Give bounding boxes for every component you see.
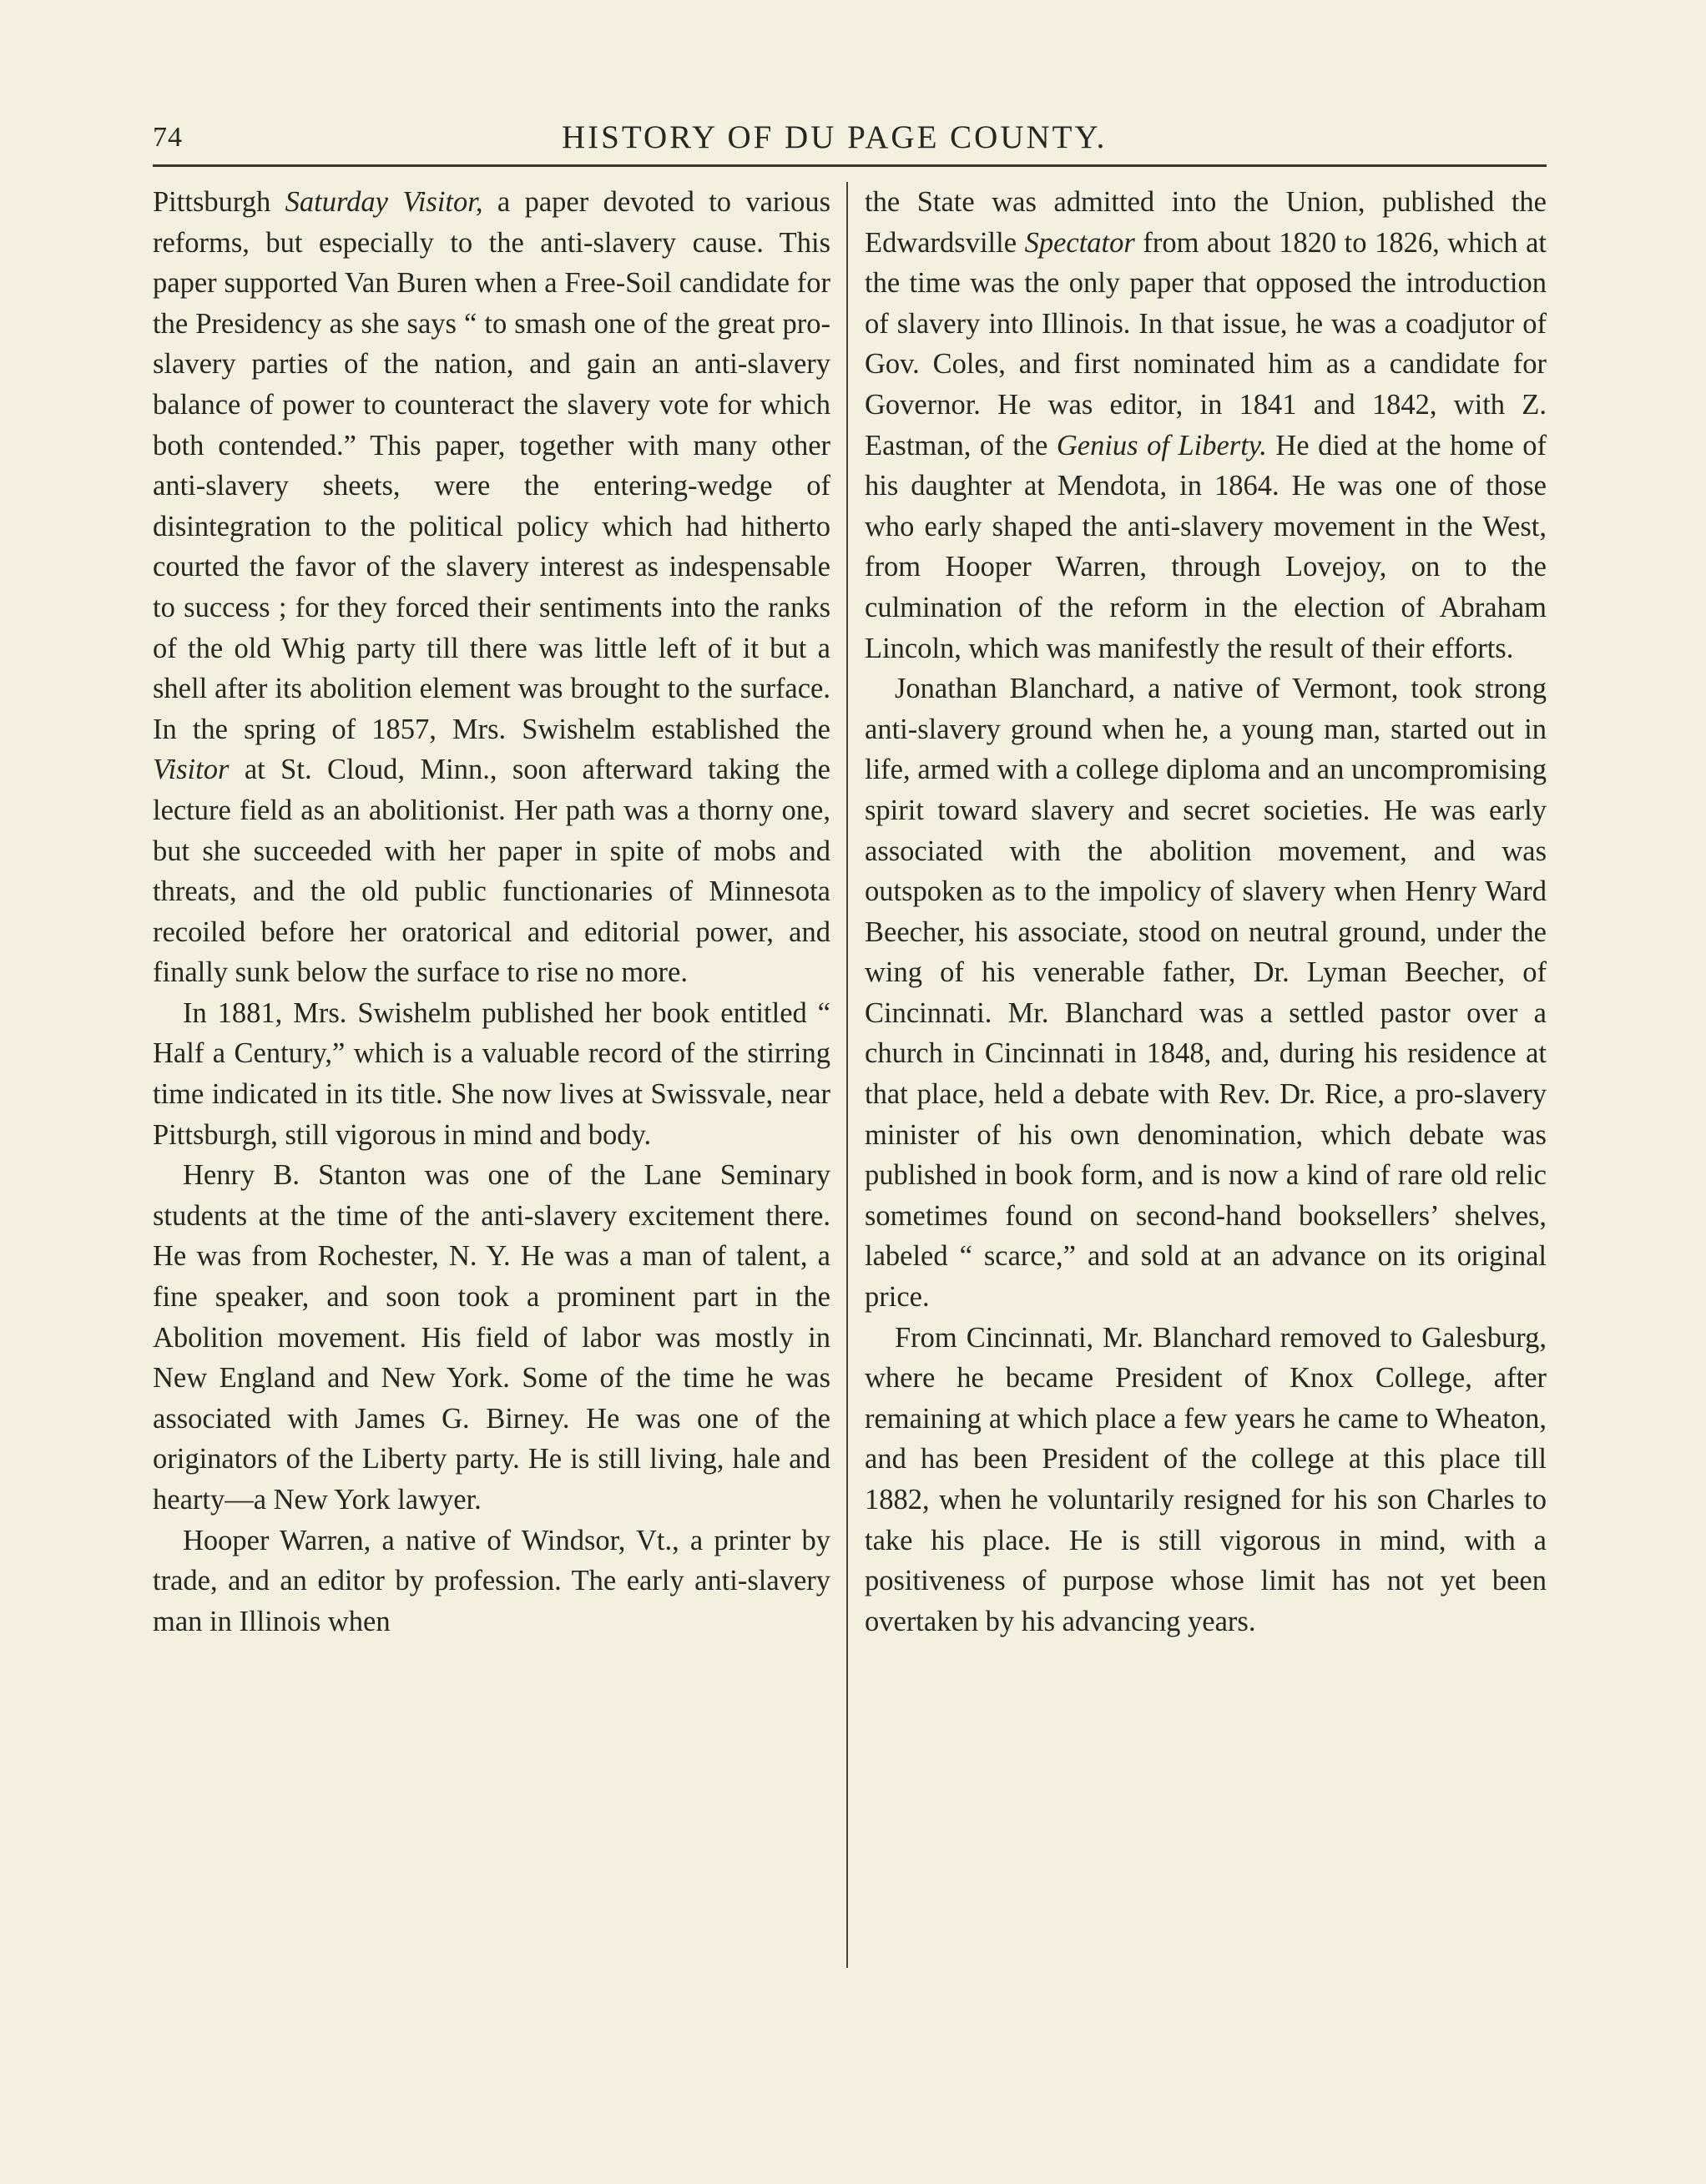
header-rule: [153, 164, 1547, 167]
text-run: a paper devoted to various reforms, but especially to the anti-slavery cause. This paper supported Van Buren when a Free-Soil candidate for the Presidency as she says “ to smash one of the great pro-slavery parties of the nation, and gain an anti-slavery balance of power to counteract the slavery vote for which both contended.” This paper, together with many other anti-slavery sheets, were the entering-wedge of disintegration to the political policy which had hitherto courted the favor of the slavery interest as indespensable to success ; for they forced their sentiments into the ranks of the old Whig party till there was little left of it but a shell after its abolition element was brought to the surface. In the spring of 1857, Mrs. Swishelm established the: [153, 186, 830, 745]
text-run: He died at the home of his daughter at Mendota, in 1864. He was one of those who early shaped the anti-slavery movement in the West, from Hooper Warren, through Lovejoy, on to the culmination of the reform in the election of Abraham Lincoln, which was manifestly the result of their efforts.: [865, 429, 1547, 664]
text-run: Pittsburgh: [153, 186, 285, 218]
italic-title: Spectator: [1024, 226, 1135, 259]
paragraph: In 1881, Mrs. Swishelm published her book entitled “ Half a Century,” which is a valuable record of the stirring time indicated in its title. She now lives at Swissvale, near Pittsburgh, still vigorous in mind and body.: [153, 996, 830, 1151]
paragraph: [153, 182, 830, 993]
italic-title: Genius of Liberty.: [1056, 429, 1267, 462]
italic-title: Visitor: [153, 754, 230, 786]
text-run: the State was admitted into the Union, published the Edwardsville: [865, 186, 1547, 259]
text-run: at St. Cloud, Minn., soon afterward taking the lecture field as an abolitionist. Her path was a thorny one, but she succeeded with her paper in spite of mobs and threats, and the old public functionaries of Minnesota recoiled before her oratorical and editorial power, and finally sunk below the surface to rise no more.: [153, 754, 830, 989]
paragraph: Hooper Warren, a native of Windsor, Vt., a printer by trade, and an editor by profession. The early anti-slavery man in Illinois when: [153, 1524, 830, 1637]
left-column: [153, 182, 830, 1642]
italic-title: Saturday Visitor,: [285, 186, 483, 218]
page-header: [153, 115, 1547, 165]
column-divider: [846, 182, 848, 1968]
paragraph: [865, 182, 1547, 668]
paragraph: Henry B. Stanton was one of the Lane Seminary students at the time of the anti-slavery excitement there. He was from Rochester, N. Y. He was a man of talent, a fine speaker, and soon took a prominent part in the Abolition movement. His field of labor was mostly in New England and New York. Some of the time he was associated with James G. Birney. He was one of the originators of the Liberty party. He is still living, hale and hearty—a New York lawyer.: [153, 1159, 830, 1516]
paragraph: From Cincinnati, Mr. Blanchard removed to Galesburg, where he became President of Knox College, after remaining at which place a few years he came to Wheaton, and has been President of the college at this place till 1882, when he voluntarily resigned for his son Charles to take his place. He is still vigorous in mind, with a positiveness of purpose whose limit has not yet been overtaken by his advancing years.: [865, 1321, 1547, 1637]
page-number: 74: [153, 122, 183, 153]
right-column: [865, 182, 1547, 1642]
running-title: HISTORY OF DU PAGE COUNTY.: [562, 119, 1108, 155]
paragraph: Jonathan Blanchard, a native of Vermont, took strong anti-slavery ground when he, a young man, started out in life, armed with a college diploma and an uncompromising spirit toward slavery and secret societies. He was early associated with the abolition movement, and was outspoken as to the impolicy of slavery when Henry Ward Beecher, his associate, stood on neutral ground, under the wing of his venerable father, Dr. Lyman Beecher, of Cincinnati. Mr. Blanchard was a settled pastor over a church in Cincinnati in 1848, and, during his residence at that place, held a debate with Rev. Dr. Rice, a pro-slavery minister of his own denomination, which debate was published in book form, and is now a kind of rare old relic sometimes found on second-hand booksellers’ shelves, labeled “ scarce,” and sold at an advance on its original price.: [865, 673, 1547, 1314]
text-run: from about 1820 to 1826, which at the time was the only paper that opposed the introduction of slavery into Illinois. In that issue, he was a coadjutor of Gov. Coles, and first nominated him as a candidate for Governor. He was editor, in 1841 and 1842, with Z. Eastman, of the: [865, 226, 1547, 462]
